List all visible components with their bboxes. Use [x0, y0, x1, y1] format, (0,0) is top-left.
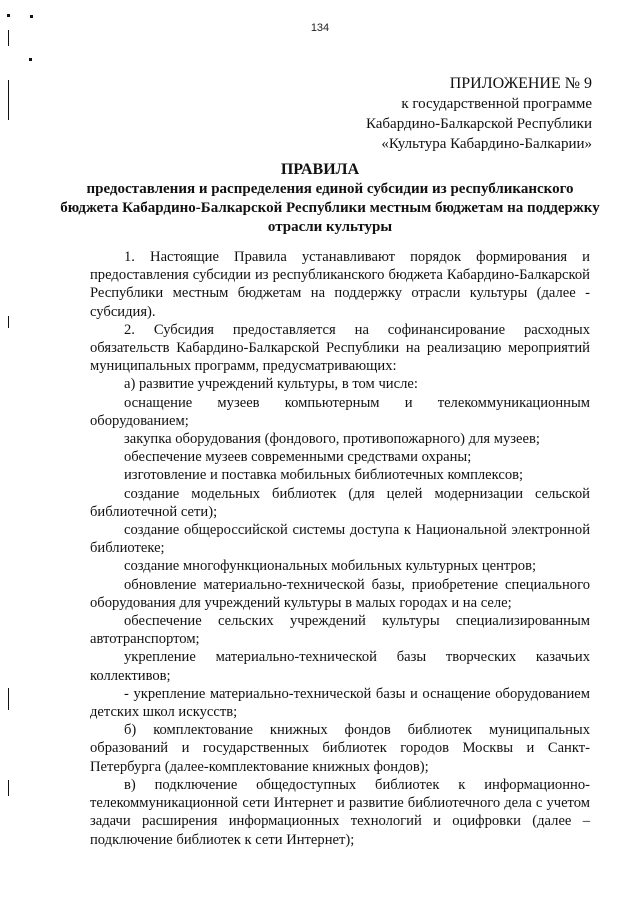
body-paragraph: 2. Субсидия предоставляется на софинансирование расходных обязательств Кабардино-Балкарской Республики на реализацию мероприятий муниципальных программ, предусматривающих:	[90, 321, 590, 375]
body-paragraph: создание многофункциональных мобильных культурных центров;	[124, 558, 537, 575]
rules-subtitle: предоставления и распределения единой субсидии из республиканского бюджета Кабардино-Балкарской Республики местным бюджетам на поддержку отрасли культуры	[60, 181, 600, 235]
body-paragraph: оснащение музеев компьютерным и телекоммуникационным оборудованием;	[90, 394, 590, 429]
document-body	[90, 248, 590, 849]
scan-mark	[29, 58, 32, 61]
appendix-line: Кабардино-Балкарской Республики	[365, 116, 592, 132]
scan-mark	[8, 80, 9, 120]
body-paragraph: создание общероссийской системы доступа к Национальной электронной библиотеке;	[90, 522, 590, 557]
body-paragraph: обновление материально-технической базы, приобретение специального оборудования для учреждений культуры в малых городах и на селе;	[90, 576, 590, 611]
appendix-title: ПРИЛОЖЕНИЕ № 9	[449, 75, 592, 92]
scan-mark	[7, 14, 10, 17]
body-paragraph: б) комплектование книжных фондов библиотек муниципальных образований и государственных библиотек городов Москвы и Санкт-Петербурга (далее-комплектование книжных фондов);	[90, 722, 590, 775]
body-paragraph: изготовление и поставка мобильных библиотечных комплексов;	[124, 467, 524, 484]
body-paragraph: создание модельных библиотек (для целей модернизации сельской библиотечной сети);	[90, 485, 590, 520]
body-paragraph: а) развитие учреждений культуры, в том числе:	[124, 376, 418, 393]
body-paragraph: в) подключение общедоступных библиотек к информационно-телекоммуникационной сети Интернет и развитие библиотечного дела с учетом задачи расширения информационных технологий и оцифровки (далее – подключение библиотек к сети Интернет);	[90, 776, 590, 848]
scan-mark	[8, 688, 9, 710]
appendix-line: «Культура Кабардино-Балкарии»	[381, 136, 592, 152]
appendix-line: к государственной программе	[401, 96, 592, 112]
scan-mark	[8, 780, 9, 796]
page-number: 134	[310, 22, 330, 34]
rules-title: ПРАВИЛА	[280, 161, 360, 178]
body-paragraph: - укрепление материально-технической базы и оснащение оборудованием детских школ искусств;	[90, 685, 590, 721]
appendix-header	[366, 74, 592, 154]
body-paragraph: закупка оборудования (фондового, противопожарного) для музеев;	[124, 431, 540, 448]
body-paragraph: 1. Настоящие Правила устанавливают порядок формирования и предоставления субсидии из республиканского бюджета Кабардино-Балкарской Республики местным бюджетам на поддержку отрасли культуры (далее - субсидия).	[90, 249, 590, 320]
body-paragraph: укрепление материально-технической базы творческих казачьих коллективов;	[90, 649, 590, 684]
body-paragraph: обеспечение сельских учреждений культуры специализированным автотранспортом;	[90, 613, 590, 648]
body-paragraph: обеспечение музеев современными средствами охраны;	[124, 449, 472, 466]
scan-mark	[8, 316, 9, 328]
scan-mark	[30, 15, 33, 18]
